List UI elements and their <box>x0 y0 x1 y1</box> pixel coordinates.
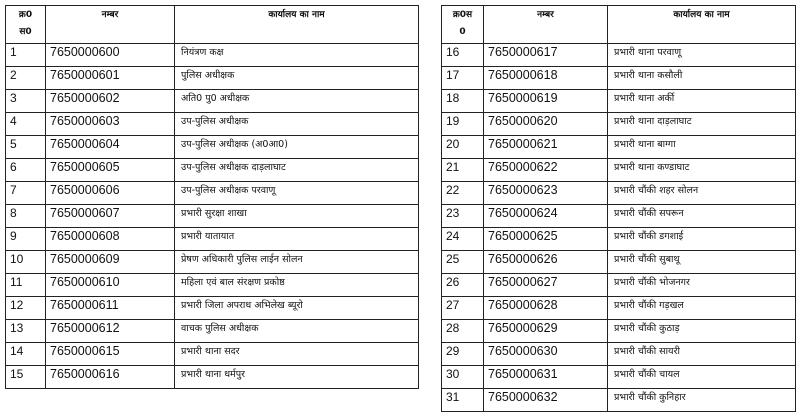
office-name-cell: प्रेषण अधिकारी पुलिस लाईन सोलन <box>175 251 419 274</box>
table-row <box>442 297 796 320</box>
serial-cell: 20 <box>442 136 484 159</box>
serial-cell: 17 <box>442 67 484 90</box>
office-name-cell: प्रभारी चौंकी शहर सोलन <box>608 182 796 205</box>
office-name-cell: प्रभारी चौंकी सुबाथू <box>608 251 796 274</box>
table-row <box>442 320 796 343</box>
phone-number-cell: 7650000630 <box>484 343 608 366</box>
table-row <box>442 205 796 228</box>
right-directory-table <box>441 5 796 412</box>
phone-number-cell: 7650000629 <box>484 320 608 343</box>
office-name-cell: उप-पुलिस अधीक्षक परवाणू <box>175 182 419 205</box>
phone-number-cell: 7650000621 <box>484 136 608 159</box>
phone-number-cell: 7650000632 <box>484 389 608 412</box>
office-name-cell: प्रभारी थाना धर्मपुर <box>175 366 419 389</box>
serial-cell: 25 <box>442 251 484 274</box>
phone-number-cell: 7650000610 <box>46 274 175 297</box>
right-table-body <box>442 44 796 412</box>
office-name-cell: अति0 पु0 अधीक्षक <box>175 90 419 113</box>
phone-number-cell: 7650000631 <box>484 366 608 389</box>
table-row <box>6 182 419 205</box>
table-row <box>6 44 419 67</box>
table-row <box>442 228 796 251</box>
table-row <box>442 44 796 67</box>
serial-cell: 8 <box>6 205 46 228</box>
serial-cell: 26 <box>442 274 484 297</box>
serial-header <box>6 6 46 44</box>
office-name-cell: प्रभारी चौंकी सायरी <box>608 343 796 366</box>
table-row <box>442 159 796 182</box>
office-name-cell: प्रभारी सुरक्षा शाखा <box>175 205 419 228</box>
phone-number-cell: 7650000608 <box>46 228 175 251</box>
serial-cell: 12 <box>6 297 46 320</box>
table-row <box>6 297 419 320</box>
serial-cell: 24 <box>442 228 484 251</box>
phone-number-cell: 7650000618 <box>484 67 608 90</box>
phone-number-cell: 7650000615 <box>46 343 175 366</box>
serial-cell: 23 <box>442 205 484 228</box>
serial-cell: 19 <box>442 113 484 136</box>
serial-cell: 27 <box>442 297 484 320</box>
office-name-cell: नियंत्रण कक्ष <box>175 44 419 67</box>
phone-number-cell: 7650000606 <box>46 182 175 205</box>
table-row <box>6 159 419 182</box>
phone-number-cell: 7650000617 <box>484 44 608 67</box>
serial-header-right <box>442 6 484 44</box>
serial-cell: 15 <box>6 366 46 389</box>
office-name-cell: प्रभारी थाना परवाणू <box>608 44 796 67</box>
office-name-cell: उप-पुलिस अधीक्षक दाड़लाघाट <box>175 159 419 182</box>
phone-number-cell: 7650000607 <box>46 205 175 228</box>
serial-cell: 1 <box>6 44 46 67</box>
phone-number-cell: 7650000602 <box>46 90 175 113</box>
phone-number-cell: 7650000620 <box>484 113 608 136</box>
serial-cell: 14 <box>6 343 46 366</box>
office-name-cell: उप-पुलिस अधीक्षक <box>175 113 419 136</box>
table-row <box>442 182 796 205</box>
table-row <box>6 90 419 113</box>
office-name-cell: प्रभारी चौंकी भोजनगर <box>608 274 796 297</box>
phone-number-cell: 7650000619 <box>484 90 608 113</box>
phone-number-cell: 7650000600 <box>46 44 175 67</box>
table-row <box>6 228 419 251</box>
phone-number-cell: 7650000622 <box>484 159 608 182</box>
serial-cell: 11 <box>6 274 46 297</box>
table-row <box>442 251 796 274</box>
serial-cell: 16 <box>442 44 484 67</box>
office-name-cell: प्रभारी थाना सदर <box>175 343 419 366</box>
office-name-cell: प्रभारी जिला अपराध अभिलेख ब्यूरो <box>175 297 419 320</box>
table-row <box>6 113 419 136</box>
serial-header-right-line1: क्र0स <box>452 10 473 20</box>
serial-cell: 6 <box>6 159 46 182</box>
number-header-right: नम्बर <box>484 6 608 44</box>
table-row <box>442 366 796 389</box>
office-name-cell: प्रभारी चौंकी डगशाई <box>608 228 796 251</box>
table-row <box>6 67 419 90</box>
office-name-cell: प्रभारी चौंकी कुठाड़ <box>608 320 796 343</box>
office-name-cell: प्रभारी चौंकी गड़खल <box>608 297 796 320</box>
phone-number-cell: 7650000604 <box>46 136 175 159</box>
serial-cell: 21 <box>442 159 484 182</box>
office-name-cell: प्रभारी थाना कण्डाघाट <box>608 159 796 182</box>
serial-cell: 22 <box>442 182 484 205</box>
table-row <box>6 366 419 389</box>
serial-header-line2: स0 <box>19 27 32 37</box>
table-row <box>6 274 419 297</box>
phone-number-cell: 7650000603 <box>46 113 175 136</box>
left-header-row <box>6 6 419 44</box>
serial-cell: 9 <box>6 228 46 251</box>
phone-number-cell: 7650000612 <box>46 320 175 343</box>
table-row <box>442 389 796 412</box>
table-row <box>442 136 796 159</box>
table-row <box>442 343 796 366</box>
office-name-cell: महिला एवं बाल संरक्षण प्रकोष्ठ <box>175 274 419 297</box>
serial-cell: 10 <box>6 251 46 274</box>
table-row <box>6 251 419 274</box>
office-name-cell: पुलिस अधीक्षक <box>175 67 419 90</box>
office-header: कार्यालय का नाम <box>175 6 419 44</box>
left-directory-table <box>5 5 419 389</box>
office-name-cell: प्रभारी थाना दाड़लाघाट <box>608 113 796 136</box>
left-table-body <box>6 44 419 389</box>
serial-cell: 3 <box>6 90 46 113</box>
table-row <box>6 205 419 228</box>
phone-number-cell: 7650000628 <box>484 297 608 320</box>
table-row <box>442 274 796 297</box>
phone-number-cell: 7650000625 <box>484 228 608 251</box>
serial-cell: 28 <box>442 320 484 343</box>
serial-cell: 18 <box>442 90 484 113</box>
number-header: नम्बर <box>46 6 175 44</box>
serial-header-right-line2: 0 <box>459 27 466 37</box>
table-row <box>442 67 796 90</box>
phone-number-cell: 7650000601 <box>46 67 175 90</box>
serial-cell: 4 <box>6 113 46 136</box>
serial-cell: 2 <box>6 67 46 90</box>
office-name-cell: प्रभारी चौंकी कुनिहार <box>608 389 796 412</box>
table-row <box>442 90 796 113</box>
office-name-cell: प्रभारी थाना कसौली <box>608 67 796 90</box>
phone-number-cell: 7650000623 <box>484 182 608 205</box>
table-row <box>6 320 419 343</box>
table-row <box>442 113 796 136</box>
phone-number-cell: 7650000611 <box>46 297 175 320</box>
serial-cell: 13 <box>6 320 46 343</box>
serial-cell: 30 <box>442 366 484 389</box>
serial-cell: 29 <box>442 343 484 366</box>
office-name-cell: प्रभारी थाना अर्की <box>608 90 796 113</box>
phone-number-cell: 7650000627 <box>484 274 608 297</box>
office-name-cell: प्रभारी चौंकी सपरून <box>608 205 796 228</box>
table-row <box>6 136 419 159</box>
phone-number-cell: 7650000624 <box>484 205 608 228</box>
serial-header-line1: क्र0 <box>18 10 33 20</box>
office-name-cell: वाचक पुलिस अधीक्षक <box>175 320 419 343</box>
serial-cell: 7 <box>6 182 46 205</box>
serial-cell: 5 <box>6 136 46 159</box>
right-header-row <box>442 6 796 44</box>
table-row <box>6 343 419 366</box>
phone-number-cell: 7650000605 <box>46 159 175 182</box>
office-header-right: कार्यालय का नाम <box>608 6 796 44</box>
serial-cell: 31 <box>442 389 484 412</box>
office-name-cell: उप-पुलिस अधीक्षक (अ0आ0) <box>175 136 419 159</box>
office-name-cell: प्रभारी थाना बाग्गा <box>608 136 796 159</box>
phone-number-cell: 7650000609 <box>46 251 175 274</box>
phone-number-cell: 7650000626 <box>484 251 608 274</box>
office-name-cell: प्रभारी यातायात <box>175 228 419 251</box>
office-name-cell: प्रभारी चौंकी चायल <box>608 366 796 389</box>
phone-number-cell: 7650000616 <box>46 366 175 389</box>
